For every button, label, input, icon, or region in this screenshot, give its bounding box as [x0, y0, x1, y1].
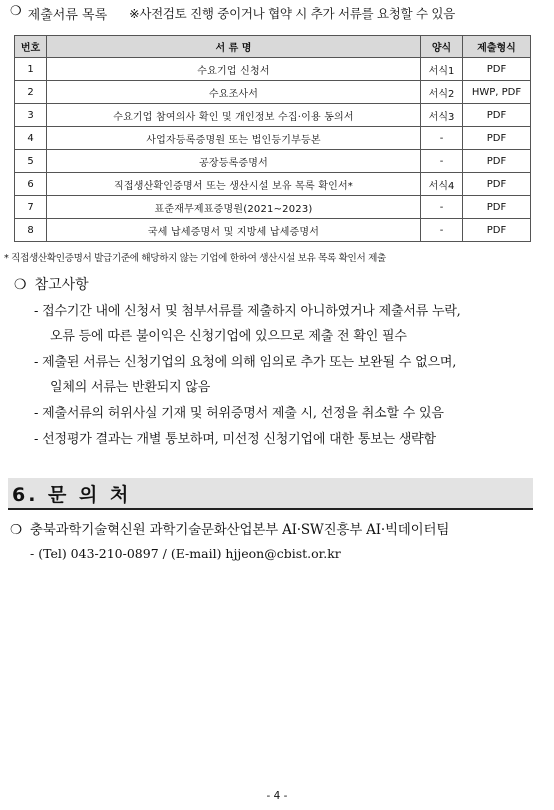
cell-format: PDF [463, 173, 531, 196]
contact-organization [10, 518, 449, 538]
reference-line: - 접수기간 내에 신청서 및 첨부서류를 제출하지 아니하였거나 제출서류 누락, [34, 304, 461, 319]
reference-line: - 제출서류의 허위사실 기재 및 허위증명서 제출 시, 선정을 취소할 수 있음 [34, 406, 444, 421]
contact-info: - (Tel) 043-210-0897 / (E-mail) hjjeon@cbist.or.kr [30, 546, 341, 561]
cell-number: 1 [15, 58, 47, 81]
col-header-form: 양식 [421, 36, 463, 58]
cell-form: 서식1 [421, 58, 463, 81]
cell-number: 2 [15, 81, 47, 104]
cell-doc-name: 수요기업 신청서 [47, 58, 421, 81]
cell-format: PDF [463, 150, 531, 173]
cell-doc-name: 수요기업 참여의사 확인 및 개인정보 수집·이용 동의서 [47, 104, 421, 127]
table-header-row [15, 36, 531, 58]
doc-list-note: ※사전검토 진행 중이거나 협약 시 추가 서류를 요청할 수 있음 [129, 6, 455, 21]
cell-form: - [421, 196, 463, 219]
col-header-format: 제출형식 [463, 36, 531, 58]
cell-number: 8 [15, 219, 47, 242]
reference-line: 일체의 서류는 반환되지 않음 [50, 380, 211, 395]
cell-form: - [421, 150, 463, 173]
cell-form: - [421, 219, 463, 242]
doc-list-header [10, 4, 546, 23]
cell-doc-name: 국세 납세증명서 및 지방세 납세증명서 [47, 219, 421, 242]
cell-format: HWP, PDF [463, 81, 531, 104]
reference-line: - 선정평가 결과는 개별 통보하며, 미선정 신청기업에 대한 통보는 생략함 [34, 432, 436, 447]
table-row [15, 104, 531, 127]
cell-number: 6 [15, 173, 47, 196]
cell-doc-name: 공장등록증명서 [47, 150, 421, 173]
cell-doc-name: 사업자등록증명원 또는 법인등기부등본 [47, 127, 421, 150]
cell-form: 서식2 [421, 81, 463, 104]
table-row [15, 150, 531, 173]
table-row [15, 127, 531, 150]
reference-line: 오류 등에 따른 불이익은 신청기업에 있으므로 제출 전 확인 필수 [50, 329, 407, 344]
documents-table [14, 35, 531, 242]
cell-doc-name: 수요조사서 [47, 81, 421, 104]
cell-format: PDF [463, 58, 531, 81]
circle-bullet-icon: ❍ [10, 4, 22, 19]
col-header-doc-name: 서 류 명 [47, 36, 421, 58]
cell-doc-name: 직접생산확인증명서 또는 생산시설 보유 목록 확인서* [47, 173, 421, 196]
cell-format: PDF [463, 219, 531, 242]
cell-format: PDF [463, 104, 531, 127]
reference-title: 참고사항 [34, 277, 89, 293]
circle-bullet-icon: ❍ [14, 277, 27, 293]
table-row [15, 173, 531, 196]
cell-number: 4 [15, 127, 47, 150]
col-header-number: 번호 [15, 36, 47, 58]
table-row [15, 219, 531, 242]
circle-bullet-icon: ❍ [10, 522, 22, 538]
cell-doc-name: 표준재무제표증명원(2021~2023) [47, 196, 421, 219]
table-row [15, 58, 531, 81]
reference-heading [14, 274, 89, 294]
table-row [15, 196, 531, 219]
doc-list-title: 제출서류 목록 [27, 8, 108, 23]
cell-number: 5 [15, 150, 47, 173]
cell-format: PDF [463, 196, 531, 219]
table-row [15, 81, 531, 104]
table-footnote: * 직접생산확인증명서 발급기준에 해당하지 않는 기업에 한하여 생산시설 보유 목록 확인서 제출 [4, 253, 386, 264]
cell-form: 서식4 [421, 173, 463, 196]
page-number: - 4 - [266, 790, 288, 802]
cell-number: 3 [15, 104, 47, 127]
cell-format: PDF [463, 127, 531, 150]
cell-number: 7 [15, 196, 47, 219]
cell-form: 서식3 [421, 104, 463, 127]
cell-form: - [421, 127, 463, 150]
reference-line: - 제출된 서류는 신청기업의 요청에 의해 임의로 추가 또는 보완될 수 없으며, [34, 355, 457, 370]
section-title: 6. 문 의 처 [12, 484, 132, 506]
contact-org-text: 충북과학기술혁신원 과학기술문화산업본부 AI·SW진흥부 AI·빅데이터팀 [29, 522, 450, 538]
